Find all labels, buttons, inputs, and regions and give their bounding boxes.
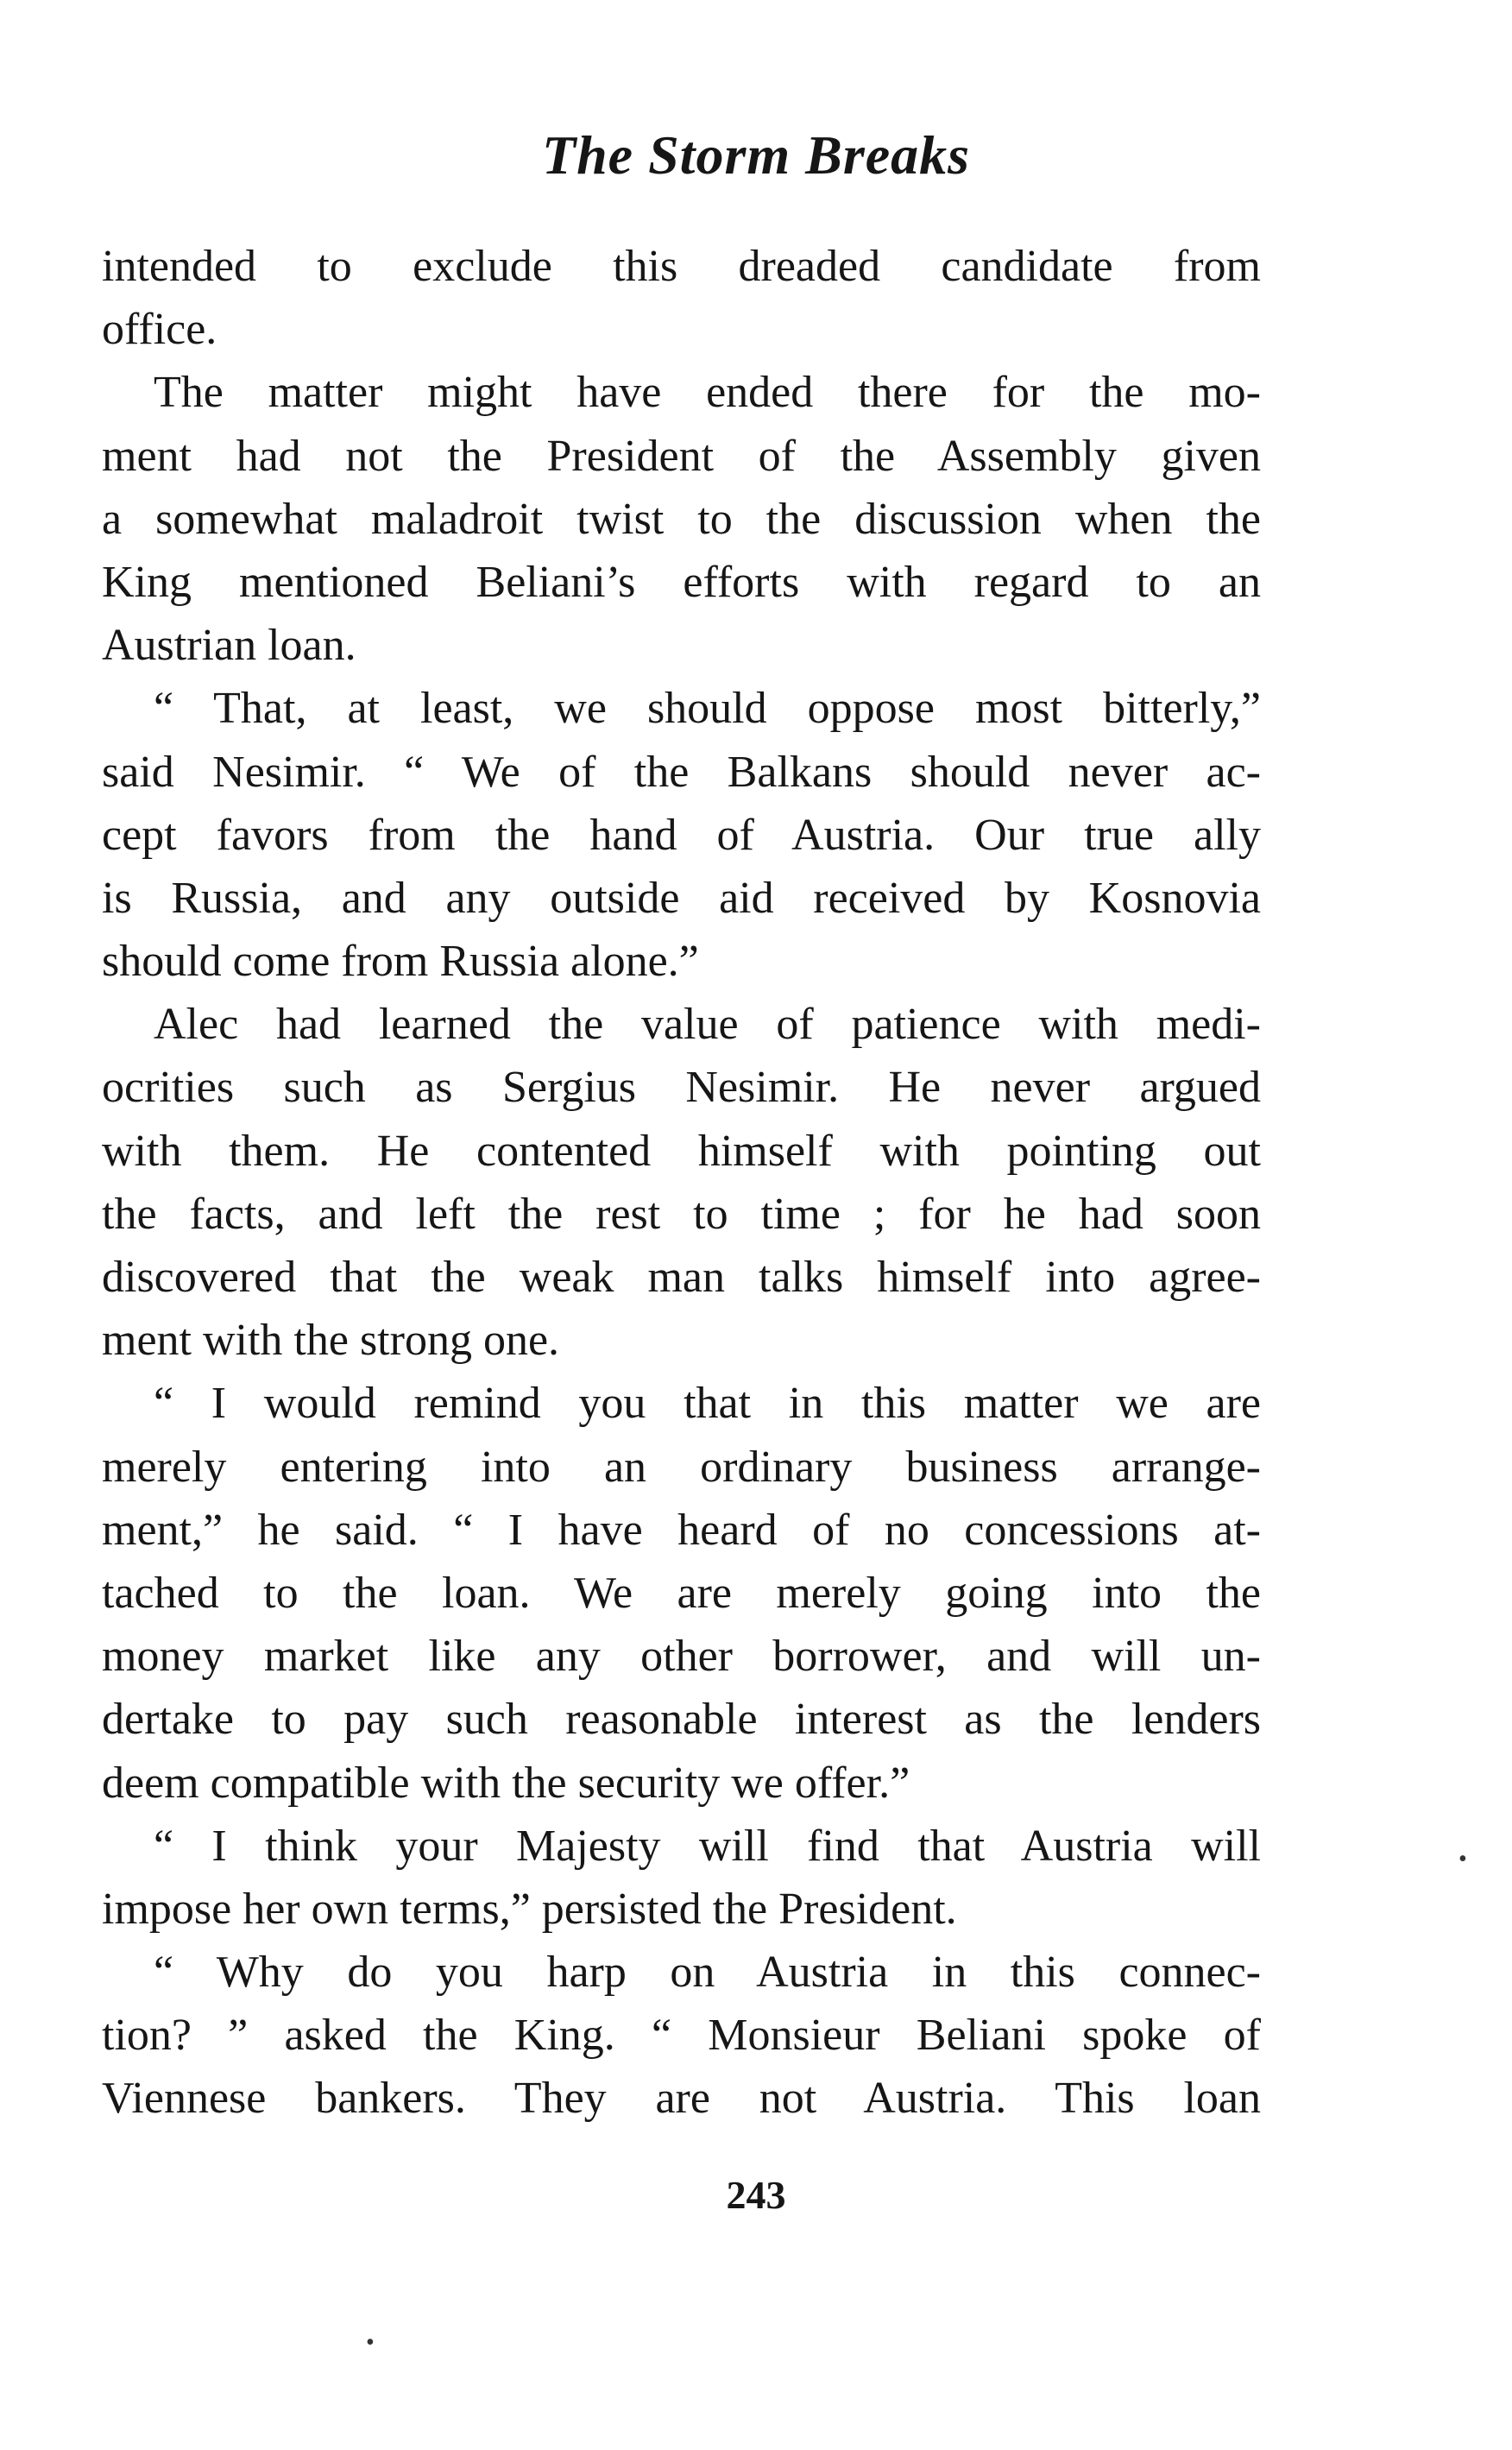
text-line: tion? ” asked the King. “ Monsieur Beliani spoke of [102,2011,1261,2061]
text-line: the facts, and left the rest to time ; for he had soon [102,1189,1261,1239]
text-line: ocrities such as Sergius Nesimir. He never argued [102,1063,1261,1113]
text-line: ment had not the President of the Assembly given [102,431,1261,481]
text-line: ment with the strong one. [102,1316,560,1366]
text-line: ment,” he said. “ I have heard of no concessions at- [102,1505,1261,1555]
text-line: is Russia, and any outside aid received by Kosnovia [102,873,1261,923]
paragraph-start-line: “ That, at least, we should oppose most bitterly,” [154,684,1261,734]
paragraph-start-line: “ I think your Majesty will find that Austria will [154,1821,1261,1871]
text-line: merely entering into an ordinary business arrange- [102,1442,1261,1492]
text-line: a somewhat maladroit twist to the discussion when the [102,494,1261,544]
text-line: office. [102,305,217,355]
text-line: impose her own terms,” persisted the President. [102,1884,957,1934]
text-line: deem compatible with the security we offer.” [102,1758,910,1808]
text-line: said Nesimir. “ We of the Balkans should never ac- [102,747,1261,797]
text-line: cept favors from the hand of Austria. Our true ally [102,810,1261,860]
text-line: dertake to pay such reasonable interest as the lenders [102,1695,1261,1745]
text-line: with them. He contented himself with pointing out [102,1126,1261,1176]
text-line: King mentioned Beliani’s efforts with regard to an [102,557,1261,607]
paragraph-start-line: “ Why do you harp on Austria in this connec- [154,1948,1261,1998]
text-line: discovered that the weak man talks himself into agree- [102,1253,1261,1302]
text-line: Viennese bankers. They are not Austria. This loan [102,2074,1261,2124]
paragraph-start-line: “ I would remind you that in this matter we are [154,1379,1261,1429]
paragraph-start-line: The matter might have ended there for the mo- [154,368,1261,418]
running-head: The Storm Breaks [541,124,971,186]
text-line: tached to the loan. We are merely going into the [102,1568,1261,1618]
text-line: intended to exclude this dreaded candidate from [102,242,1261,291]
paragraph-start-line: Alec had learned the value of patience with medi- [154,1000,1261,1050]
text-line: money market like any other borrower, and will un- [102,1632,1261,1682]
ink-speck-mark: • [366,2329,375,2356]
ink-speck-mark: • [1458,1846,1467,1872]
text-line: should come from Russia alone.” [102,937,699,987]
page-number: 243 [726,2173,786,2217]
text-line: Austrian loan. [102,621,356,671]
body-text [102,235,1261,2131]
